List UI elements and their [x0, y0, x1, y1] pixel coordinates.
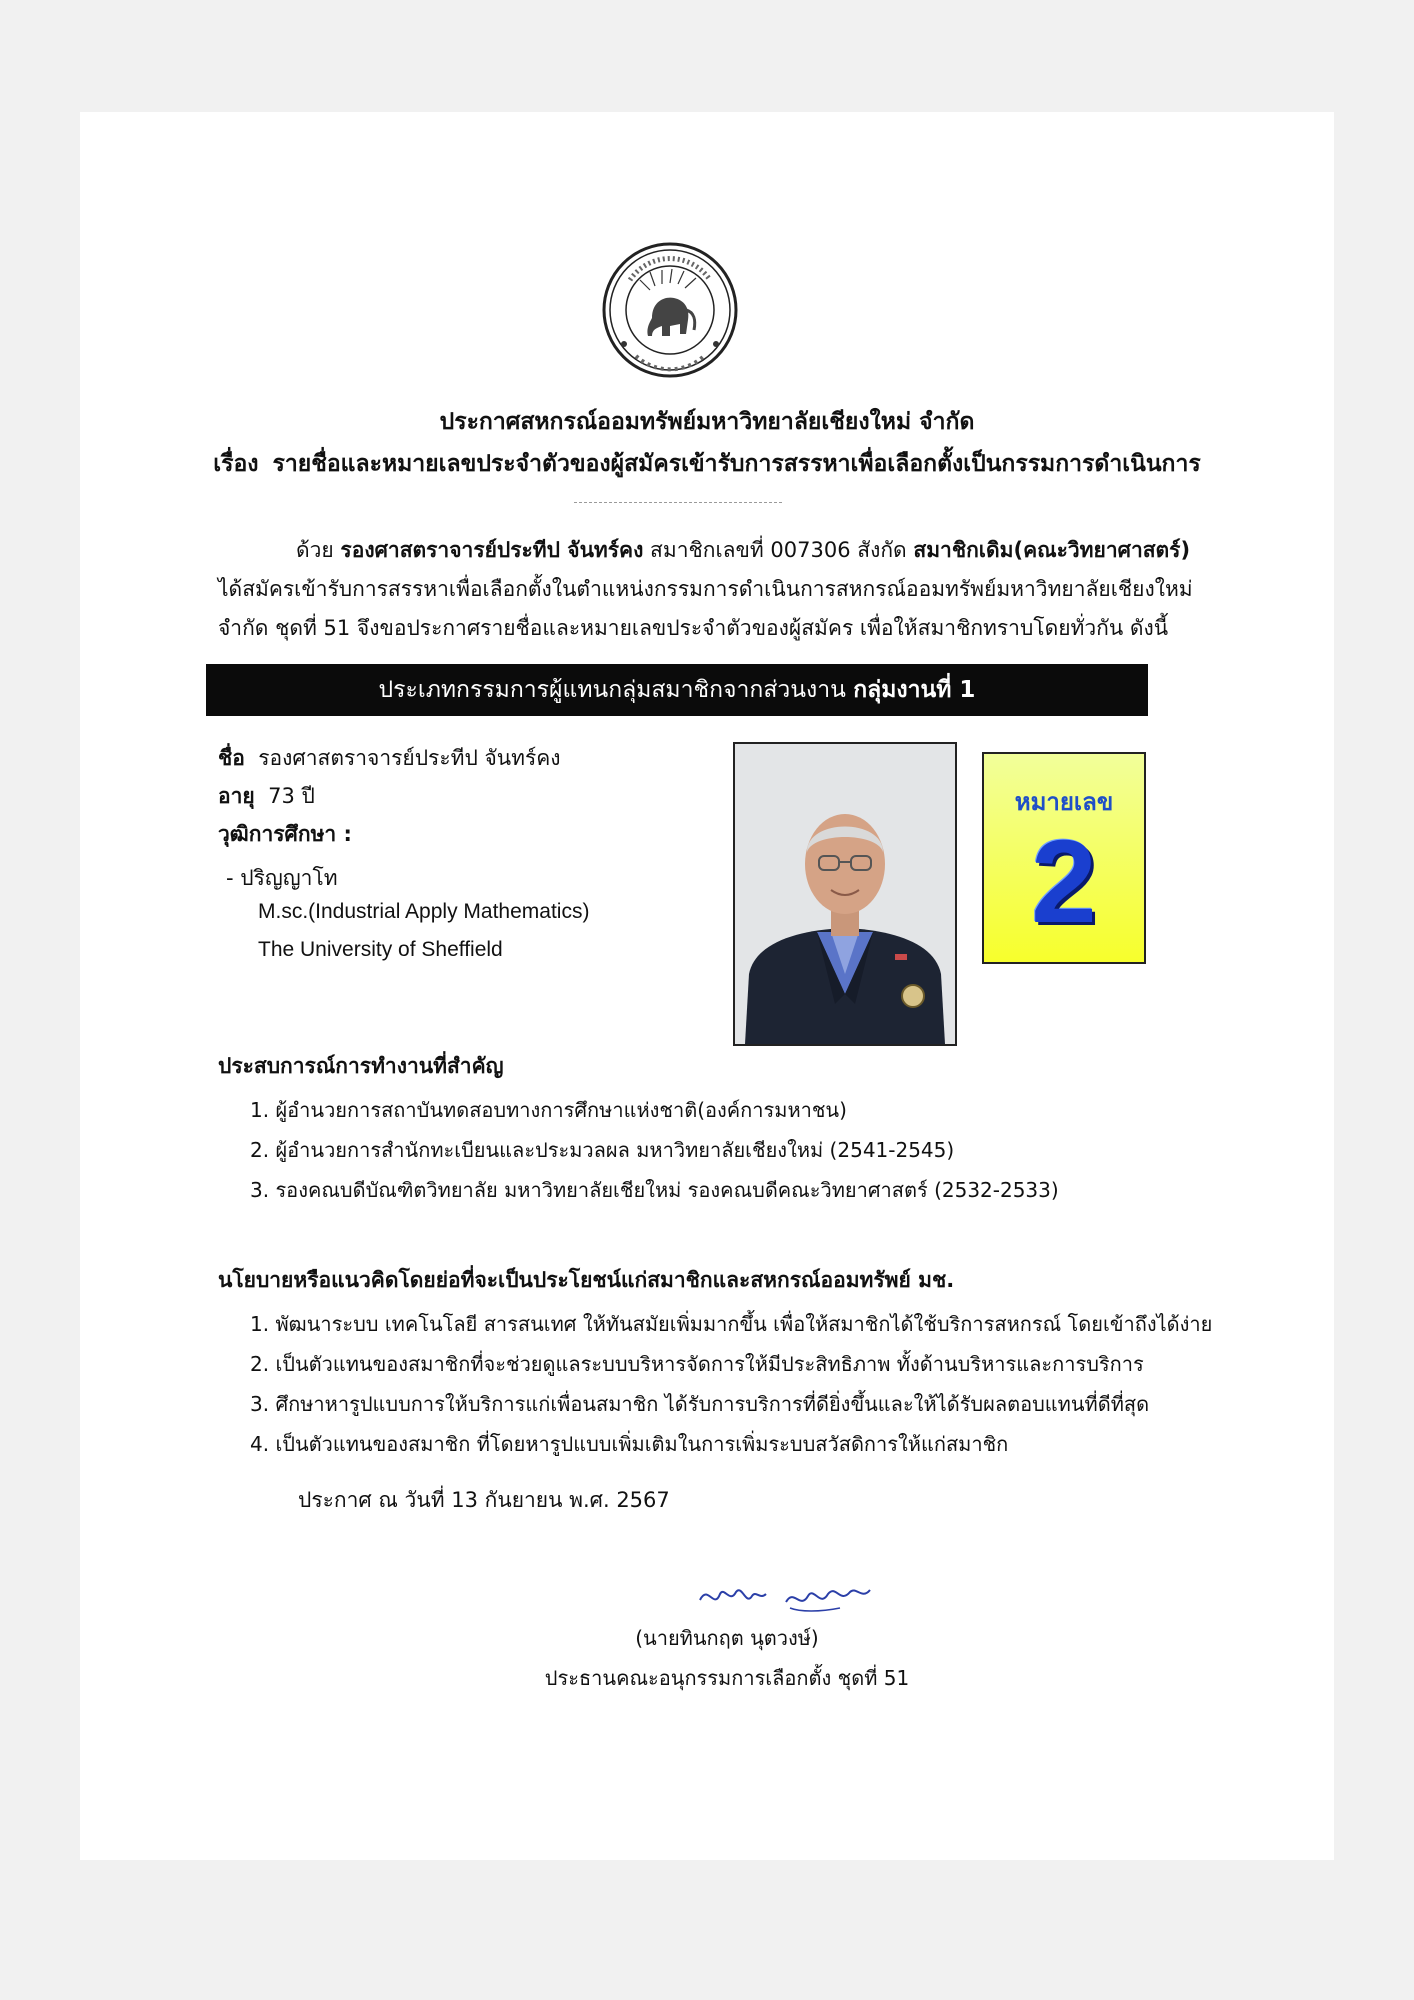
- cooperative-seal-logo: [600, 240, 740, 380]
- candidate-photo: [733, 742, 957, 1046]
- category-banner: [206, 664, 1148, 716]
- member-number: 007306: [770, 538, 851, 562]
- banner-group: กลุ่มงานที่ 1: [853, 677, 976, 703]
- age-label: อายุ: [218, 784, 255, 808]
- candidate-name-row: [218, 742, 561, 775]
- candidate-age: 73 ปี: [268, 784, 315, 808]
- policy-heading: นโยบายหรือแนวคิดโดยย่อที่จะเป็นประโยชน์แก่สมาชิกและสหกรณ์ออมทรัพย์ มช.: [218, 1268, 955, 1292]
- candidate-number-box: [982, 752, 1146, 964]
- divider: [574, 502, 782, 503]
- candidate-number: 2: [1031, 816, 1097, 948]
- portrait-illustration: [735, 744, 955, 1044]
- affiliation: สมาชิกเดิม(คณะวิทยาศาสตร์): [913, 538, 1191, 562]
- intro-word: ด้วย: [296, 538, 334, 562]
- number-label: หมายเลข: [1014, 788, 1114, 816]
- policy-item: 1. พัฒนาระบบ เทคโนโลยี สารสนเทศ ให้ทันสมัยเพิ่มมากขึ้น เพื่อให้สมาชิกได้ใช้บริการสหกรณ์ โดยเข้าถึงได้ง่าย: [250, 1312, 1213, 1336]
- policy-item: 2. เป็นตัวแทนของสมาชิกที่จะช่วยดูแลระบบบริหารจัดการให้มีประสิทธิภาพ ทั้งด้านบริหารและการบริการ: [250, 1352, 1144, 1376]
- experience-item: 1. ผู้อำนวยการสถาบันทดสอบทางการศึกษาแห่งชาติ(องค์การมหาชน): [250, 1098, 847, 1122]
- education-program: M.sc.(Industrial Apply Mathematics): [258, 900, 590, 923]
- announcement-title: ประกาศสหกรณ์ออมทรัพย์มหาวิทยาลัยเชียงใหม่ จำกัด: [439, 409, 975, 435]
- policy-item: 4. เป็นตัวแทนของสมาชิก ที่โดยหารูปแบบเพิ่มเติมในการเพิ่มระบบสวัสดิการให้แก่สมาชิก: [250, 1432, 1009, 1456]
- education-label: วุฒิการศึกษา :: [218, 822, 352, 846]
- education-university: The University of Sheffield: [258, 938, 503, 961]
- intro-line-1: [296, 534, 1190, 567]
- policy-item: 3. ศึกษาหารูปแบบการให้บริการแก่เพื่อนสมาชิก ได้รับการบริการที่ดียิ่งขึ้นและให้ได้รับผลตอบแทนที่ดีที่สุด: [250, 1392, 1150, 1416]
- experience-item: 3. รองคณบดีบัณฑิตวิทยาลัย มหาวิทยาลัยเชียใหม่ รองคณบดีคณะวิทยาศาสตร์ (2532-2533): [250, 1178, 1059, 1202]
- banner-text: ประเภทกรรมการผู้แทนกลุ่มสมาชิกจากส่วนงาน: [378, 677, 846, 703]
- name-label: ชื่อ: [218, 746, 245, 770]
- signatory-name: (นายทินกฤต นุตวงษ์): [635, 1626, 819, 1650]
- handwritten-signature: [690, 1570, 890, 1620]
- announcement-date: ประกาศ ณ วันที่ 13 กันยายน พ.ศ. 2567: [298, 1488, 670, 1512]
- intro-line-3: จำกัด ชุดที่ 51 จึงขอประกาศรายชื่อและหมายเลขประจำตัวของผู้สมัคร เพื่อให้สมาชิกทราบโดยทั่วกัน ดังนี้: [218, 616, 1169, 640]
- intro-word: สมาชิกเลขที่: [650, 538, 764, 562]
- candidate-age-row: [218, 780, 315, 813]
- subject-text: รายชื่อและหมายเลขประจำตัวของผู้สมัครเข้ารับการสรรหาเพื่อเลือกตั้งเป็นกรรมการดำเนินการ: [272, 451, 1201, 477]
- experience-heading: ประสบการณ์การทำงานที่สำคัญ: [218, 1054, 504, 1078]
- subject-label: เรื่อง: [213, 451, 259, 477]
- experience-item: 2. ผู้อำนวยการสำนักทะเบียนและประมวลผล มหาวิทยาลัยเชียงใหม่ (2541-2545): [250, 1138, 955, 1162]
- intro-line-2: ได้สมัครเข้ารับการสรรหาเพื่อเลือกตั้งในตำแหน่งกรรมการดำเนินการสหกรณ์ออมทรัพย์มหาวิทยาลัยเชียงใหม่: [218, 577, 1193, 601]
- announcement-subject: [0, 446, 1414, 482]
- education-degree: - ปริญญาโท: [226, 866, 338, 890]
- intro-word: สังกัด: [857, 538, 907, 562]
- intro-candidate-name: รองศาสตราจารย์ประทีป จันทร์คง: [340, 538, 644, 562]
- signatory-title: ประธานคณะอนุกรรมการเลือกตั้ง ชุดที่ 51: [544, 1666, 910, 1690]
- candidate-name: รองศาสตราจารย์ประทีป จันทร์คง: [258, 746, 561, 770]
